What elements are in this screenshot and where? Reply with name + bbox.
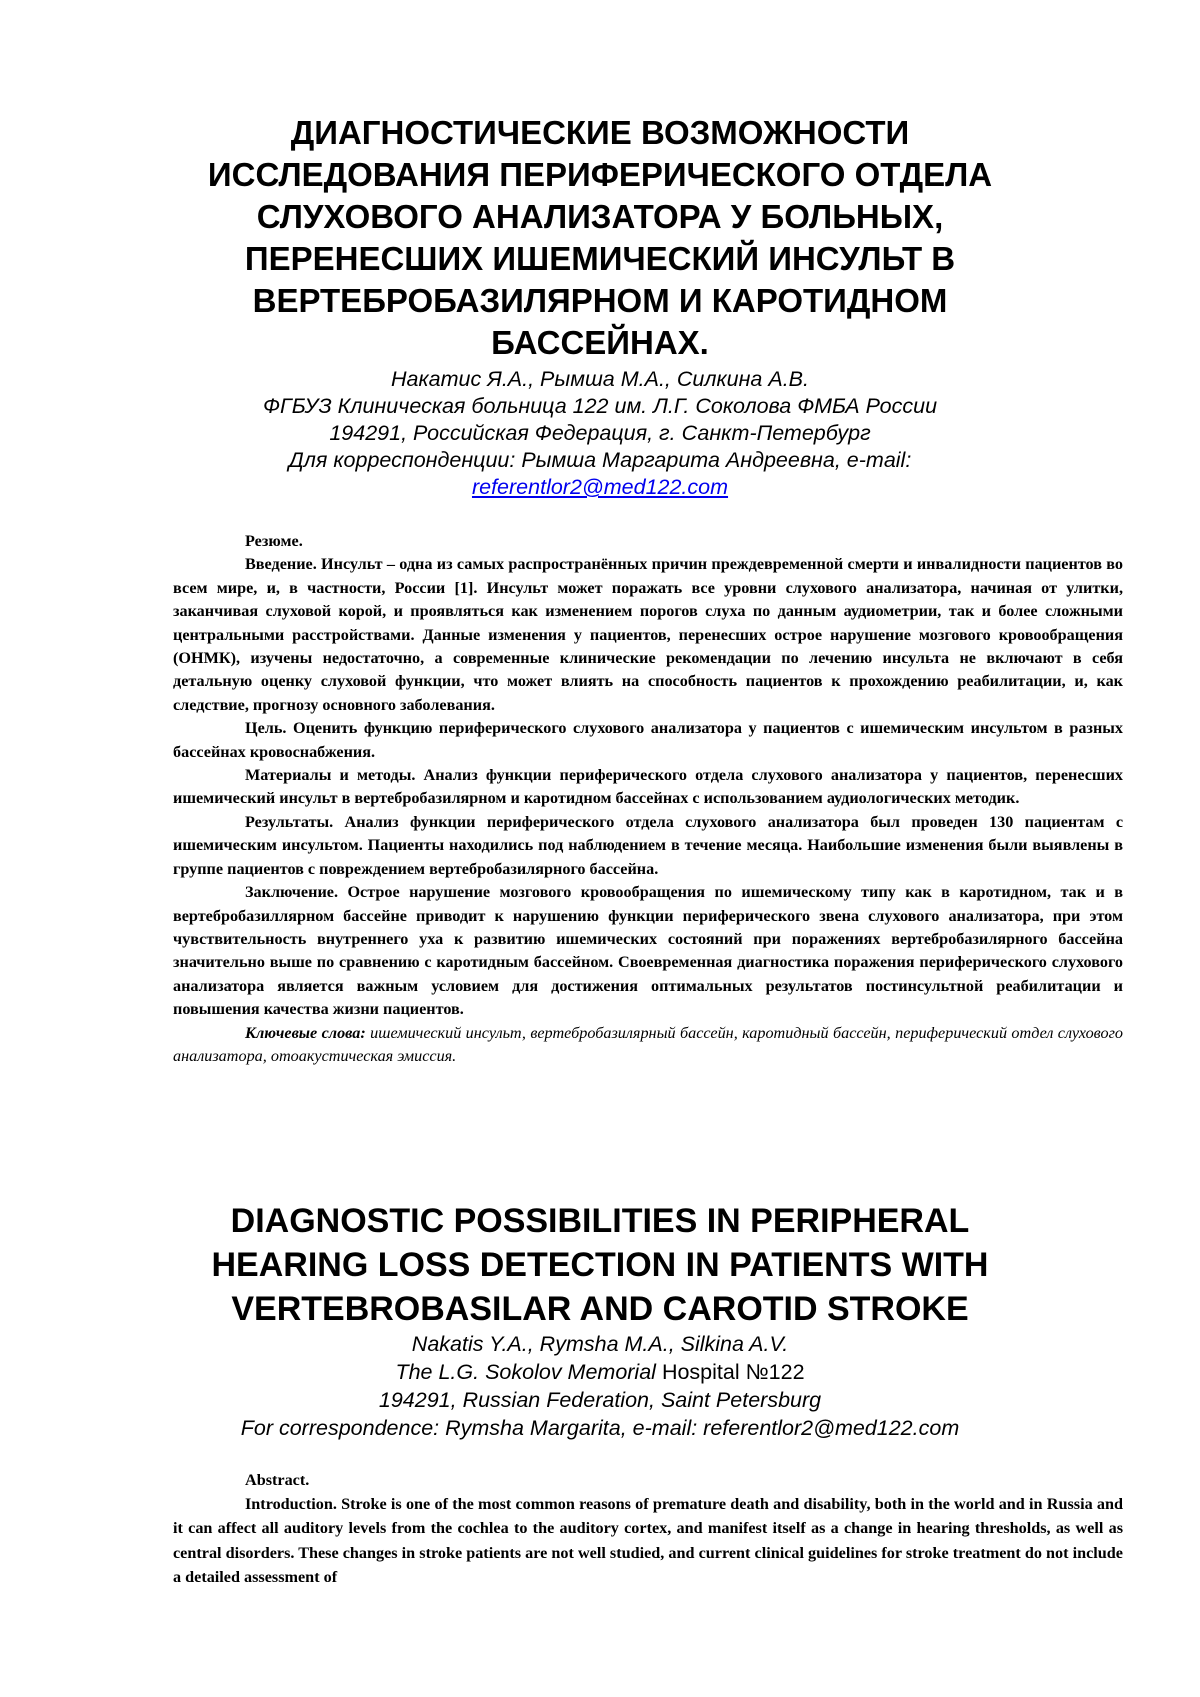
- keywords-label-ru: Ключевые слова:: [245, 1023, 366, 1042]
- abstract-ru: [173, 530, 1123, 1068]
- keywords-ru: [173, 1022, 1123, 1069]
- methods-ru: Материалы и методы. Анализ функции периферического отдела слухового анализатора у пациентов, перенесших ишемический инсульт в вертебробазилярном и каротидном бассейнах с использованием аудиологических методик.: [173, 766, 1123, 808]
- affiliation-en: [150, 1358, 1050, 1386]
- introduction-ru: Введение. Инсульт – одна из самых распространённых причин преждевременной смерти и инвалидности пациентов во всем мире, и, в частности, России [1]. Инсульт может поражать все уровни слухового анализатора, начиная от улитки, заканчивая слуховой корой, и проявляться как изменением порогов слуха по данным аудиометрии, так и более сложными центральными расстройствами. Данные изменения у пациентов, перенесших острое нарушение мозгового кровообращения (ОНМК), изучены недостаточно, а современные клинические рекомендации по лечению инсульта не включают в себя детальную оценку слуховой функции, что может влиять на способность пациентов к прохождению реабилитации, и, как следствие, прогнозу основного заболевания.: [173, 555, 1123, 714]
- authors-en: Nakatis Y.A., Rymsha M.A., Silkina A.V.: [411, 1332, 789, 1356]
- email-link[interactable]: referentlor2@med122.com: [471, 475, 729, 499]
- aim-ru: Цель. Оценить функцию периферического слухового анализатора у пациентов с ишемическим инсультом в разных бассейнах кровоснабжения.: [173, 719, 1123, 761]
- keywords-text-ru: ишемический инсульт, вертебробазилярный бассейн, каротидный бассейн, периферический отдел слухового анализатора, отоакустическая эмиссия.: [173, 1023, 1123, 1065]
- address-ru: 194291, Российская Федерация, г. Санкт-Петербург: [329, 421, 871, 445]
- introduction-en: Introduction. Stroke is one of the most common reasons of premature death and disability, both in the world and in Russia and it can affect all auditory levels from the cochlea to the auditory cortex, and manifest itself as a change in hearing thresholds, as well as central disorders. These changes in stroke patients are not well studied, and current clinical guidelines for stroke treatment do not include a detailed assessment of: [173, 1495, 1123, 1586]
- title-en: DIAGNOSTIC POSSIBILITIES IN PERIPHERAL HEARING LOSS DETECTION IN PATIENTS WITH VERTEBROBASILAR AND CAROTID STROKE: [211, 1202, 989, 1328]
- affiliation-ru: ФГБУЗ Клиническая больница 122 им. Л.Г. Соколова ФМБА России: [262, 394, 938, 418]
- title-ru: ДИАГНОСТИЧЕСКИЕ ВОЗМОЖНОСТИ ИССЛЕДОВАНИЯ ПЕРИФЕРИЧЕСКОГО ОТДЕЛА СЛУХОВОГО АНАЛИЗАТОРА У БОЛЬНЫХ, ПЕРЕНЕСШИХ ИШЕМИЧЕСКИЙ ИНСУЛЬТ В ВЕРТЕБРОБАЗИЛЯРНОМ И КАРОТИДНОМ БАССЕЙНАХ.: [207, 114, 993, 361]
- correspondence-ru: Для корреспонденции: Рымша Маргарита Андреевна, e-mail:: [288, 448, 912, 472]
- affiliation-en-upright: Hospital №122: [661, 1360, 805, 1384]
- abstract-heading-ru: Резюме.: [245, 532, 303, 550]
- authors-ru: Накатис Я.А., Рымша М.А., Силкина А.В.: [390, 367, 809, 391]
- results-ru: Результаты. Анализ функции периферического отдела слухового анализатора был проведен 130 пациентам с ишемическим инсультом. Пациенты находились под наблюдением в течение месяца. Наибольшие изменения были выявлены в группе пациентов с повреждением вертебробазилярного бассейна.: [173, 812, 1123, 878]
- affiliation-en-italic: The L.G. Sokolov Memorial: [395, 1360, 656, 1384]
- abstract-en: [173, 1468, 1123, 1589]
- conclusion-ru: Заключение. Острое нарушение мозгового кровообращения по ишемическому типу как в каротидном, так и в вертебробазиллярном бассейне приводит к нарушению функции периферического звена слухового анализатора, при этом чувствительность внутреннего уха к развитию ишемических состояний при поражениях вертебробазилярного бассейна значительно выше по сравнению с каротидным бассейном. Своевременная диагностика поражения периферического слухового анализатора является важным условием для достижения оптимальных результатов постинсультной реабилитации и повышения качества жизни пациентов.: [173, 883, 1123, 1019]
- author-block-en: [150, 1330, 1050, 1442]
- address-en: 194291, Russian Federation, Saint Petersburg: [378, 1388, 822, 1412]
- abstract-heading-en: Abstract.: [245, 1471, 310, 1489]
- author-block-ru: [150, 366, 1050, 501]
- correspondence-en: For correspondence: Rymsha Margarita, e-mail: referentlor2@med122.com: [240, 1416, 960, 1440]
